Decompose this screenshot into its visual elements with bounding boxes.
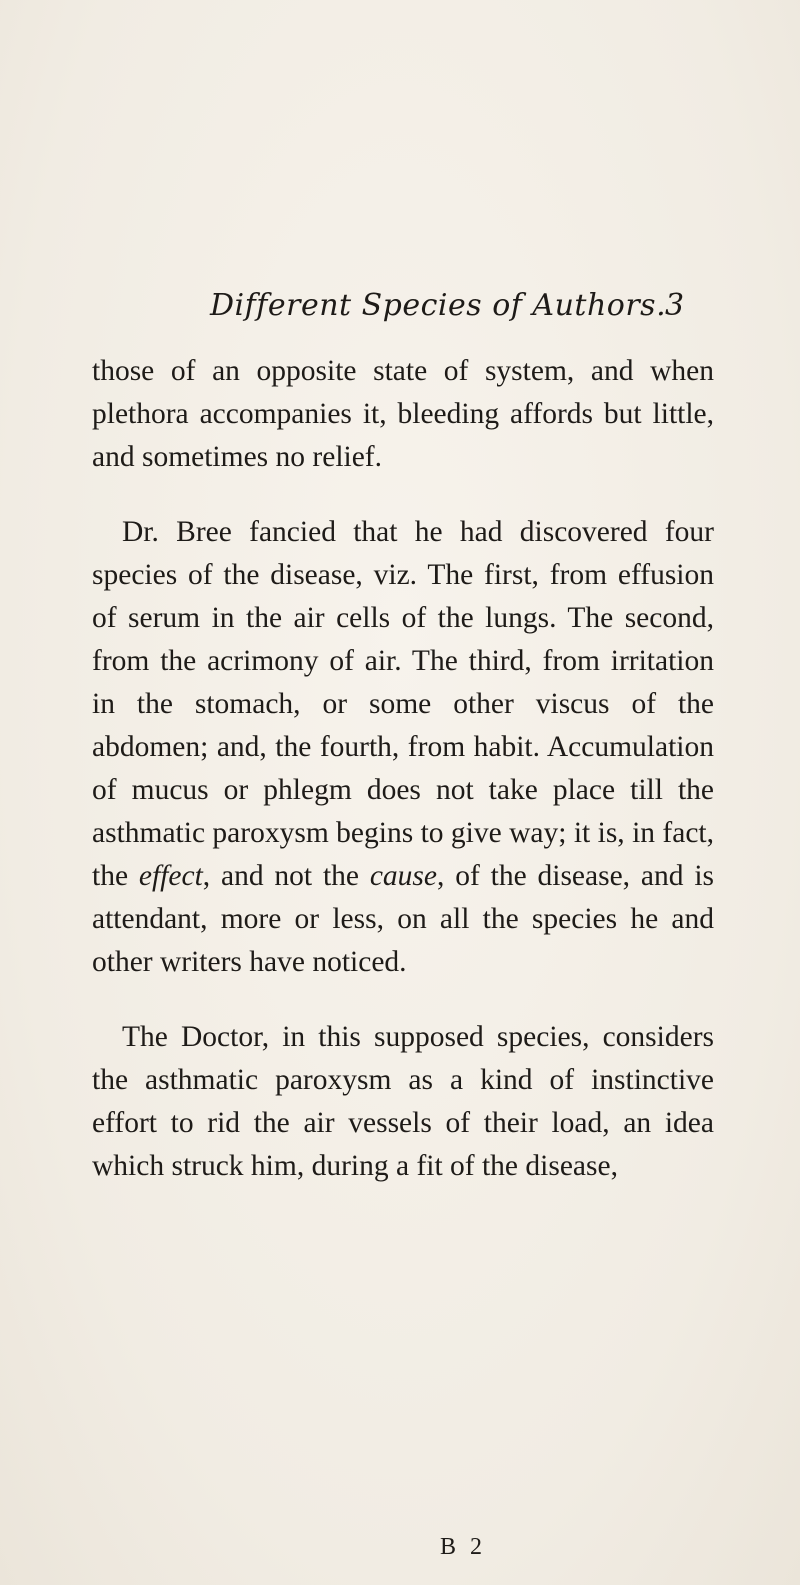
italic-cause: cause <box>369 860 437 892</box>
page-number: 3 <box>665 288 685 323</box>
signature-mark: B 2 <box>440 1534 487 1560</box>
paragraph-2-part-1: Dr. Bree fancied that he had discovered four species of the disease, viz. The first, from effusion of serum in the air cells of the lungs. The second, from the acrimony of air. The third, from irritation in the stomach, or some other viscus of the abdomen; and, the fourth, from habit. Accumulation of mucus or phlegm does not take place till the asthmatic paroxysm begins to give way; it is, in fact, the <box>92 516 714 892</box>
paragraph-1: those of an opposite state of system, and when plethora accompanies it, bleeding affords but little, and sometimes no relief. <box>92 355 714 473</box>
paragraph-2 <box>92 511 714 984</box>
paragraph-2-part-3: , of the disease, and is attendant, more or less, on all the species he and other writers have noticed. <box>92 860 714 978</box>
body-text <box>92 350 714 1188</box>
paragraph-3: The Doctor, in this supposed species, considers the asthmatic paroxysm as a kind of instinctive effort to rid the air vessels of their load, an idea which struck him, during a fit of the disease, <box>92 1021 714 1182</box>
paragraph-2-part-2: , and not the <box>202 860 370 892</box>
italic-effect: effect <box>138 860 203 892</box>
running-title: Different Species of Authors. <box>210 288 667 323</box>
